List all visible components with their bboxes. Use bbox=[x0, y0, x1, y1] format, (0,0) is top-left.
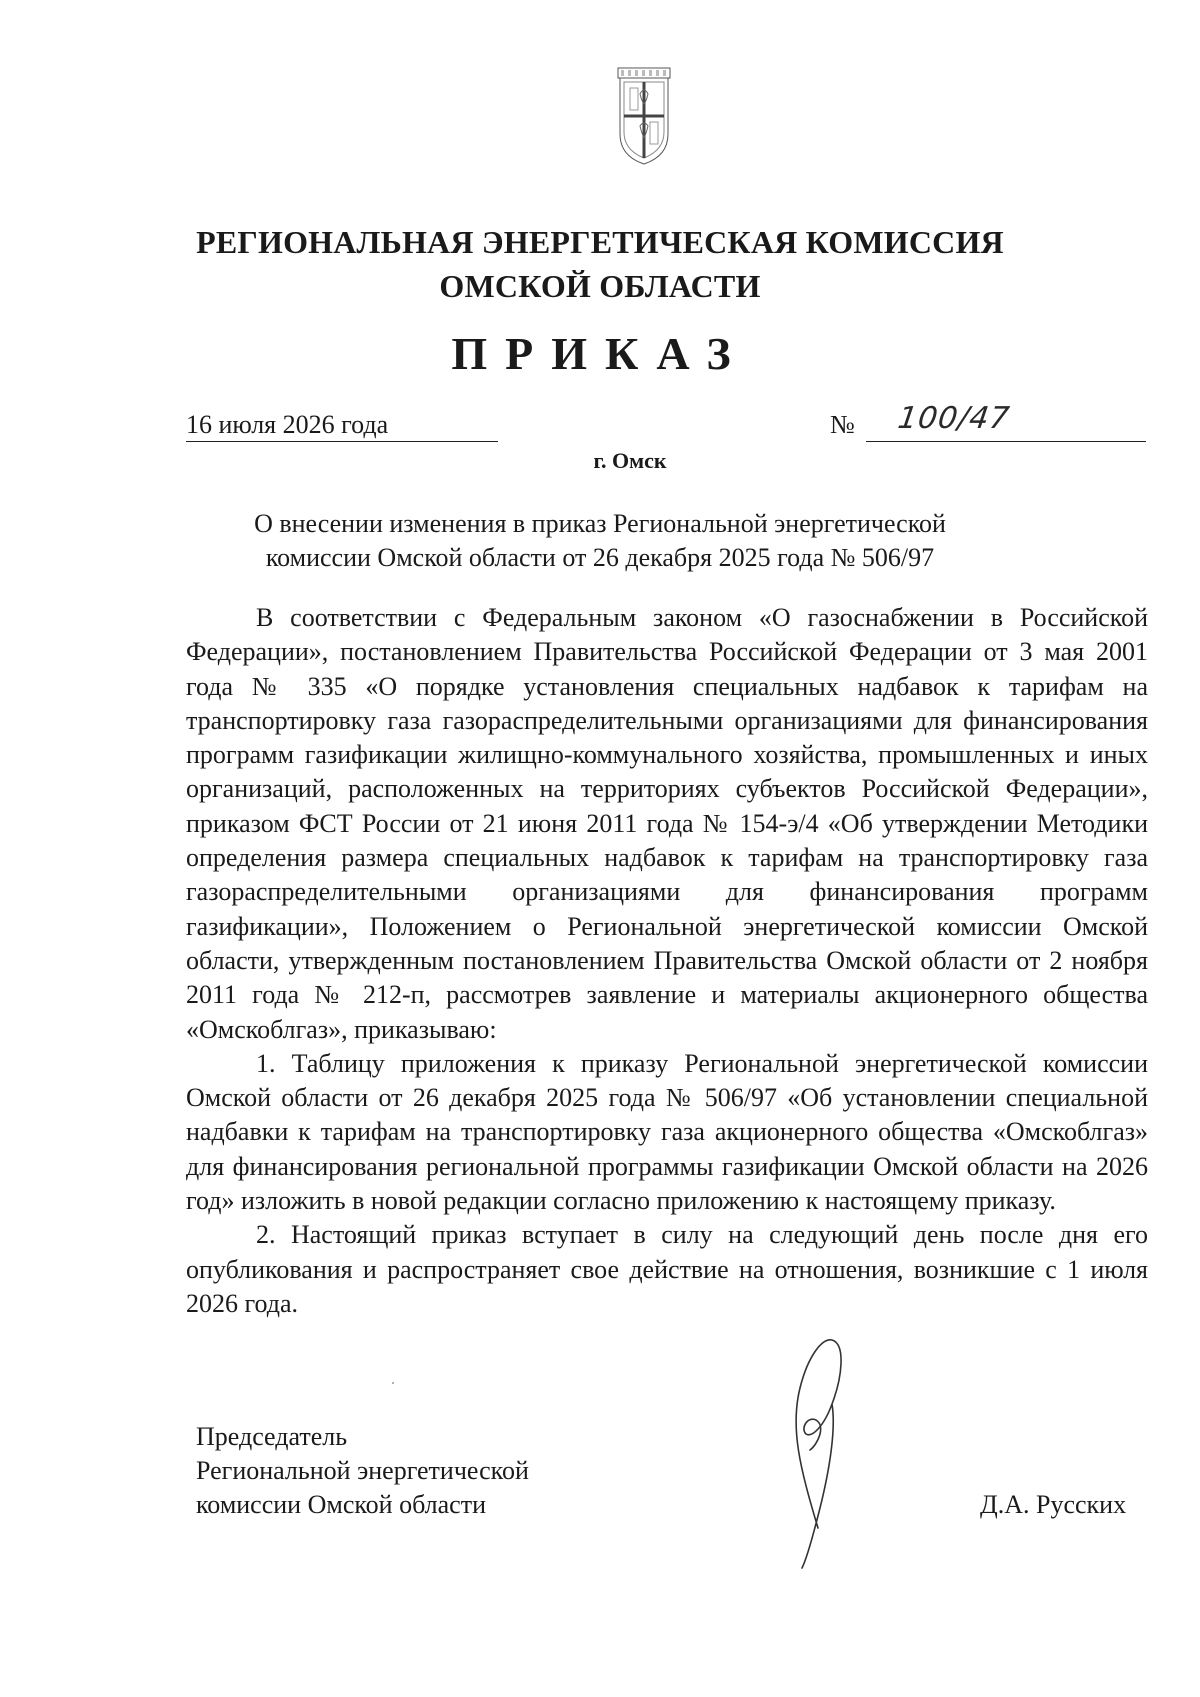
coat-of-arms-icon bbox=[612, 64, 676, 168]
date-underline bbox=[186, 441, 498, 442]
signatory-name: Д.А. Русских bbox=[980, 1490, 1127, 1519]
organization-name-line-2: ОМСКОЙ ОБЛАСТИ bbox=[439, 268, 761, 304]
position-line-3: комиссии Омской области bbox=[196, 1490, 486, 1519]
subject-line-2: комиссии Омской области от 26 декабря 2025 года № 506/97 bbox=[265, 543, 935, 572]
document-type-title: ПРИКАЗ bbox=[451, 328, 749, 379]
subject-line-1: О внесении изменения в приказ Региональной энергетической bbox=[254, 509, 946, 538]
number-underline bbox=[866, 441, 1146, 442]
order-item-2: 2. Настоящий приказ вступает в силу на следующий день после дня его опубликования и распространяет свое действие на отношения, возникшие с 1 июля 2026 года. bbox=[186, 1220, 1148, 1318]
scan-speck bbox=[392, 1382, 394, 1384]
preamble-paragraph: В соответствии с Федеральным законом «О газоснабжении в Российской Федерации», постановлением Правительства Российской Федерации от 3 мая 2001 года № 335 «О порядке установления специальных надбавок к тарифам на транспортировку газа газораспределительными организациями для финансирования программ газификации жилищно-коммунального хозяйства, промышленных и иных организаций, расположенных на территориях субъектов Российской Федерации», приказом ФСТ России от 21 июня 2011 года № 154-э/4 «Об утверждении Методики определения размера специальных надбавок к тарифам на транспортировку газа газораспределительными организациями для финансирования программ газификации», Положением о Региональной энергетической комиссии Омской области, утвержденным постановлением Правительства Омской области от 2 ноября 2011 года № 212-п, рассмотрев заявление и материалы акционерного общества «Омскоблгаз», приказываю: bbox=[186, 603, 1148, 1044]
signatory-position bbox=[196, 1420, 529, 1522]
handwritten-signature bbox=[760, 1318, 900, 1578]
order-item-1: 1. Таблицу приложения к приказу Региональной энергетической комиссии Омской области от 26 декабря 2025 года № 506/97 «Об установлении специальной надбавки к тарифам на транспортировку газа акционерного общества «Омскоблгаз» для финансирования региональной программы газификации Омской области на 2026 год» изложить в новой редакции согласно приложению к настоящему приказу. bbox=[186, 1048, 1148, 1216]
number-sign: № bbox=[830, 410, 855, 439]
document-body bbox=[186, 601, 1148, 1321]
position-line-2: Региональной энергетической bbox=[196, 1456, 529, 1485]
position-line-1: Председатель bbox=[196, 1422, 348, 1451]
document-city: г. Омск bbox=[593, 448, 667, 473]
document-number: 100/47 bbox=[895, 401, 1013, 436]
document-date: 16 июля 2026 года bbox=[186, 410, 389, 439]
organization-name-line-1: РЕГИОНАЛЬНАЯ ЭНЕРГЕТИЧЕСКАЯ КОМИССИЯ bbox=[196, 224, 1004, 260]
